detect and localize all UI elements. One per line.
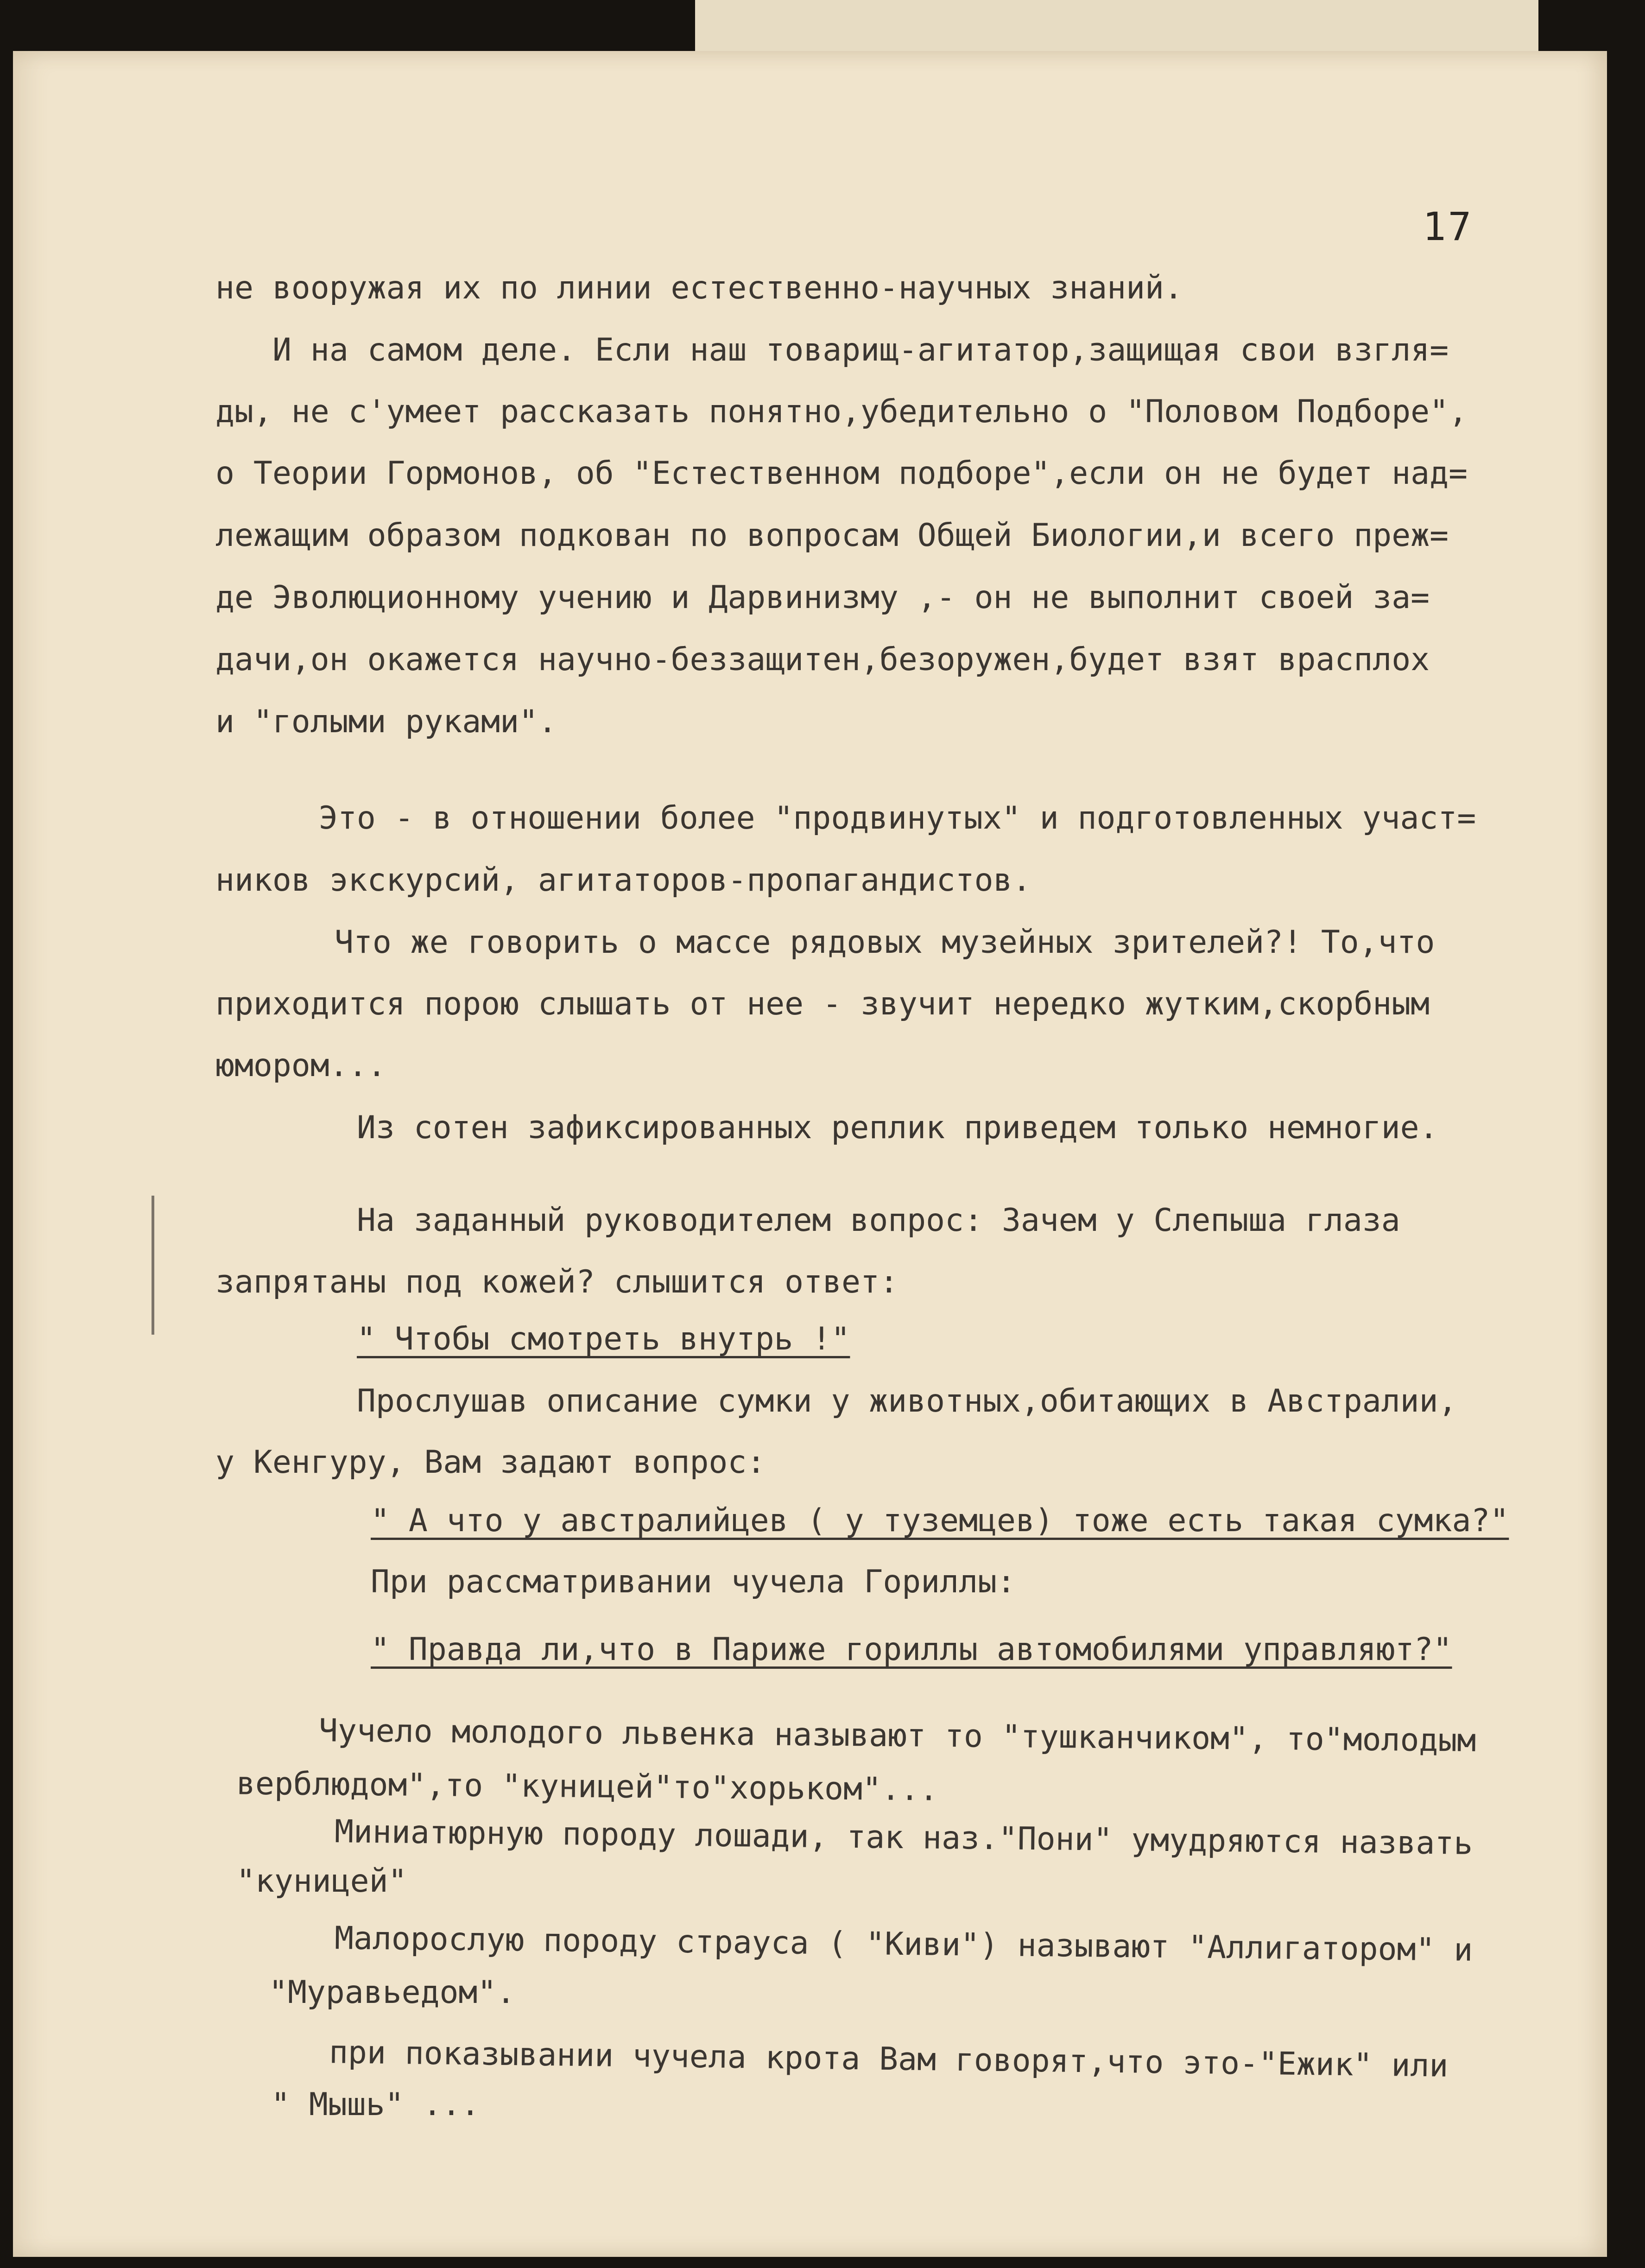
text-line: приходится порою слышать от нее - звучит нередко жутким,скорбным [215, 986, 1430, 1022]
text-line: не вооружая их по линии естественно-научных знаний. [215, 270, 1183, 306]
text-line: На заданный руководителем вопрос: Зачем у Слепыша глаза [357, 1202, 1400, 1239]
text-line: ды, не с'умеет рассказать понятно,убедительно о "Половом Подборе", [215, 393, 1468, 430]
text-line: у Кенгуру, Вам задают вопрос: [215, 1444, 766, 1481]
text-line: при показывании чучела крота Вам говорят,что это-"Ежик" или [329, 2034, 1449, 2084]
text-line: дачи,он окажется научно-беззащитен,безоружен,будет взят врасплох [215, 641, 1430, 678]
text-line: Малорослую породу страуса ( "Киви") называют "Аллигатором" и [334, 1920, 1473, 1969]
text-line: Из сотен зафиксированных реплик приведем только немногие. [357, 1109, 1438, 1146]
text-line: запрятаны под кожей? слышится ответ: [215, 1264, 898, 1300]
text-line: Чучело молодого львенка называют то "тушканчиком", то"молодым [318, 1712, 1476, 1759]
text-line: о Теории Гормонов, об "Естественном подборе",если он не будет над= [215, 455, 1468, 492]
quoted-reply: " Правда ли,что в Париже гориллы автомобилями управляют?" [371, 1631, 1452, 1668]
quoted-reply: " А что у австралийцев ( у туземцев) тоже есть такая сумка?" [371, 1502, 1509, 1539]
text-line: "куницей" [236, 1863, 407, 1900]
text-line: де Эволюционному учению и Дарвинизму ,- он не выполнит своей за= [215, 579, 1430, 616]
page-number: 17 [1423, 204, 1474, 249]
text-line: юмором... [215, 1047, 386, 1084]
text-line: Это - в отношении более "продвинутых" и подготовленных участ= [319, 800, 1476, 836]
text-line: И на самом деле. Если наш товарищ-агитатор,защищая свои взгля= [272, 332, 1449, 368]
text-line: ников экскурсий, агитаторов-пропагандистов. [215, 862, 1031, 899]
text-line: Что же говорить о массе рядовых музейных зрителей?! То,что [335, 924, 1435, 961]
text-line: и "голыми руками". [215, 703, 557, 740]
quoted-reply: " Чтобы смотреть внутрь !" [357, 1321, 850, 1357]
text-line: лежащим образом подкован по вопросам Общей Биологии,и всего преж= [215, 517, 1449, 554]
text-line: " Мышь" ... [271, 2086, 480, 2123]
text-line: Миниатюрную породу лошади, так наз."Пони" умудряются назвать [334, 1813, 1473, 1862]
text-line: При рассматривании чучела Гориллы: [371, 1564, 1016, 1600]
margin-pencil-mark [152, 1196, 154, 1335]
text-line: верблюдом",то "куницей"то"хорьком"... [236, 1765, 939, 1808]
text-line: Прослушав описание сумки у животных,обитающих в Австралии, [357, 1383, 1457, 1419]
text-line: "Муравьедом". [269, 1974, 516, 2011]
